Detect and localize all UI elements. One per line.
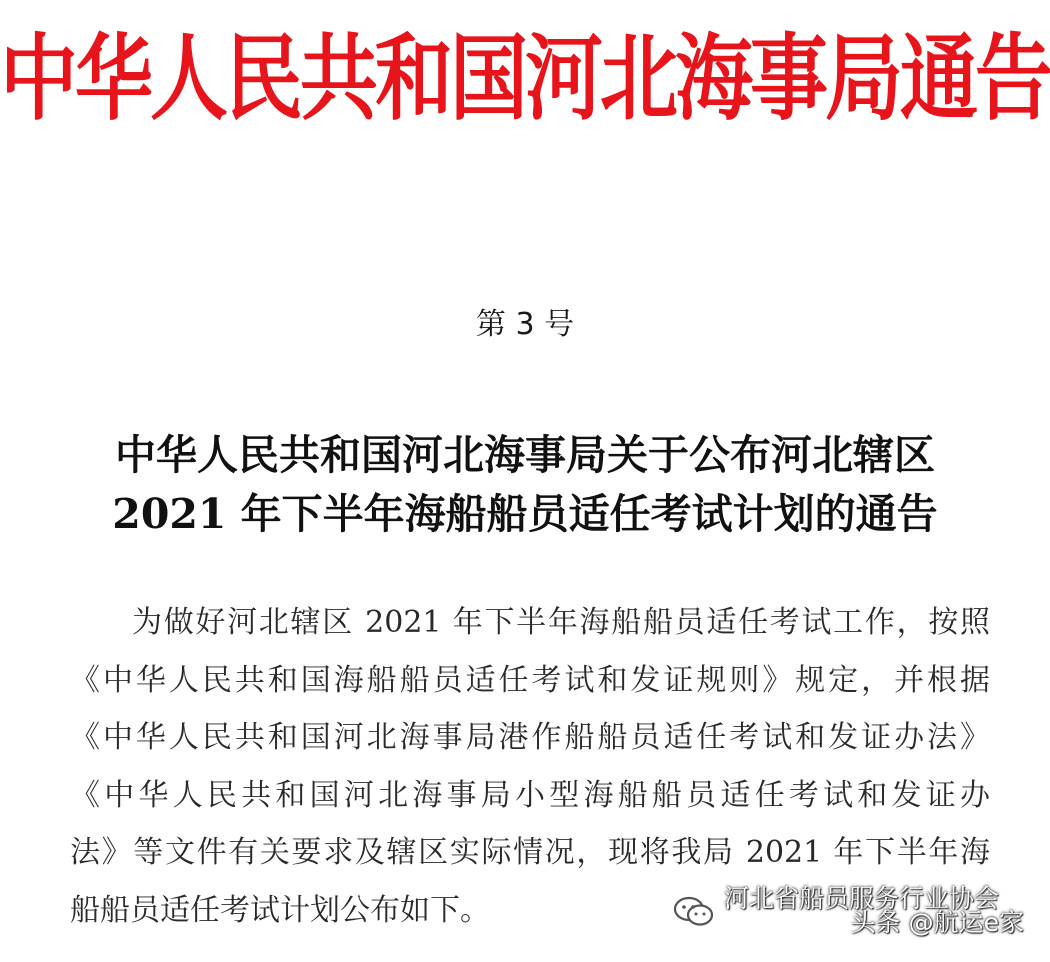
notice-title-line: 中华人民共和国河北海事局关于公布河北辖区: [115, 431, 935, 479]
watermark: [672, 884, 1024, 940]
watermark-text: [724, 884, 1024, 940]
masthead-title: 中华人民共和国河北海事局通告: [0, 24, 1050, 134]
body-line: 《中华人民共和国河北海事局港作船船员适任考试和发证办法》: [70, 720, 990, 756]
body-line: 为做好河北辖区 2021 年下半年海船船员适任考试工作，按照: [132, 605, 990, 640]
watermark-account: 河北省船员服务行业协会: [724, 884, 1000, 913]
wechat-icon: [672, 894, 716, 930]
body-line: 《中华人民共和国海船船员适任考试和发证规则》规定，并根据: [70, 662, 990, 698]
watermark-source: 头条 @航运e家: [850, 908, 1024, 937]
notice-title-line: 2021 年下半年海船船员适任考试计划的通告: [112, 490, 938, 538]
body-line: 船船员适任考试计划公布如下。: [70, 892, 490, 928]
body-line: 法》等文件有关要求及辖区实际情况，现将我局 2021 年下半年海: [70, 835, 990, 871]
body-line: 《中华人民共和国河北海事局小型海船船员适任考试和发证办: [70, 777, 990, 813]
notice-title: [0, 426, 1050, 544]
document-number: 第 3 号: [475, 307, 575, 342]
